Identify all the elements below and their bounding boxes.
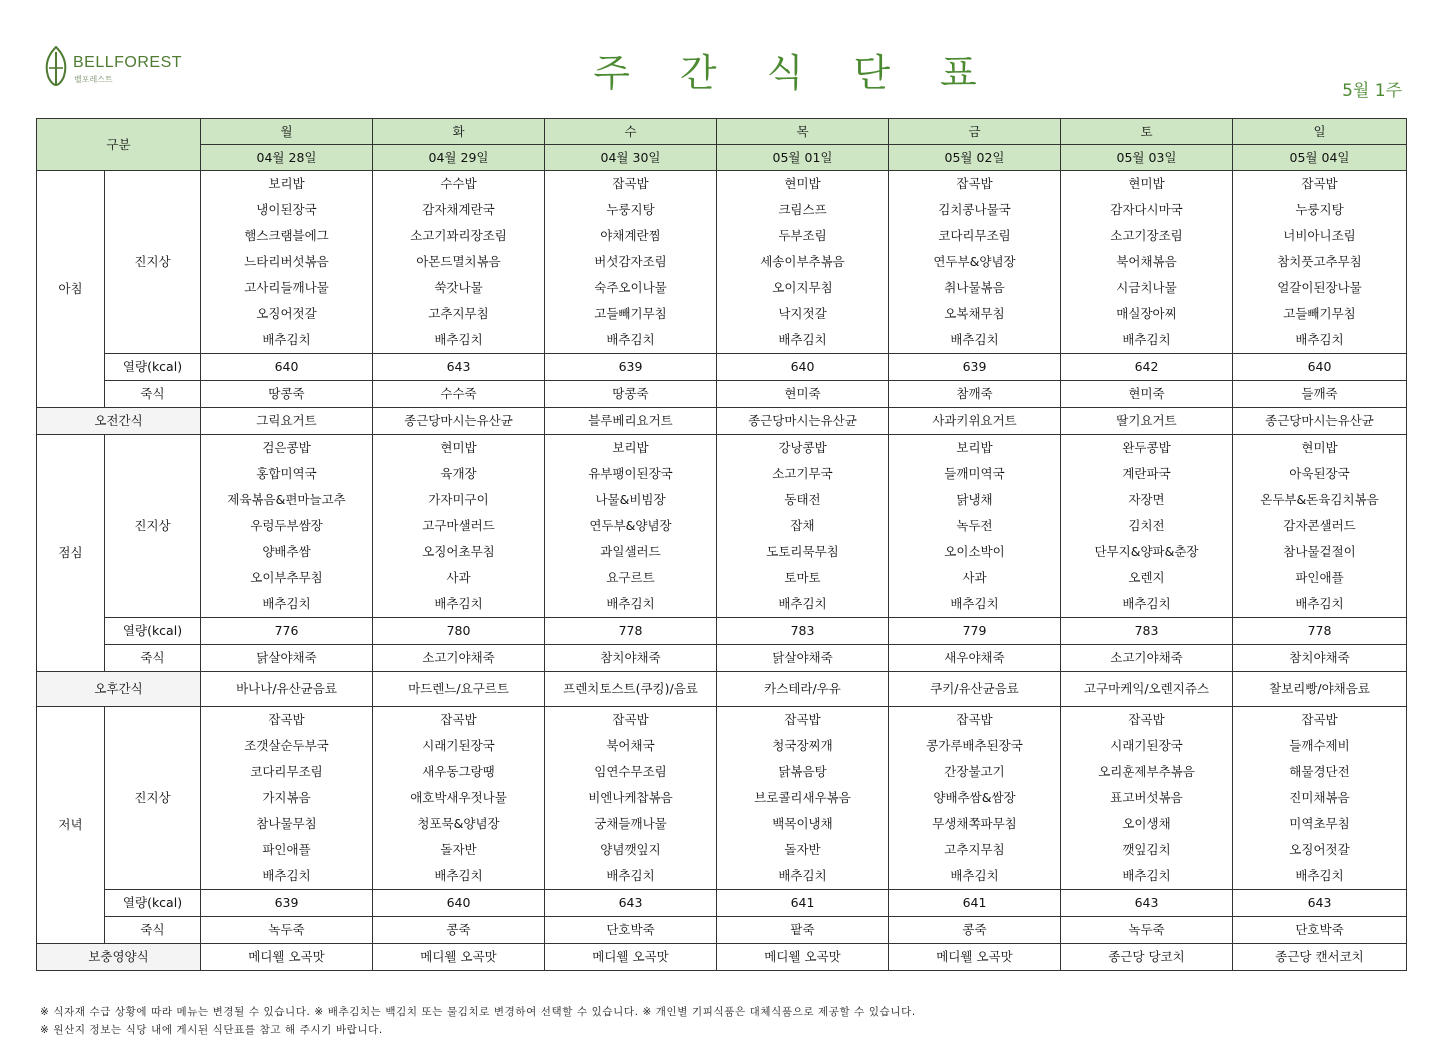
- menu-item: 오이부추무침: [201, 565, 373, 591]
- menu-item: 토마토: [717, 565, 889, 591]
- menu-item: 고들빼기무침: [1233, 301, 1407, 327]
- menu-item: 느타리버섯볶음: [201, 249, 373, 275]
- breakfast-label: 아침: [37, 171, 105, 408]
- menu-item: 아몬드멸치볶음: [373, 249, 545, 275]
- menu-item: 잡곡밥: [545, 171, 717, 198]
- calorie-value: 640: [373, 890, 545, 917]
- calorie-value: 639: [889, 354, 1061, 381]
- logo-brand: BELLFOREST: [73, 54, 183, 71]
- menu-item: 잡곡밥: [889, 171, 1061, 198]
- menu-item: 연두부&양념장: [545, 513, 717, 539]
- calorie-value: 778: [1233, 618, 1407, 645]
- menu-item: 고들빼기무침: [545, 301, 717, 327]
- porridge-item: 녹두죽: [201, 917, 373, 944]
- calorie-value: 640: [1233, 354, 1407, 381]
- menu-item: 배추김치: [201, 863, 373, 890]
- calorie-value: 643: [1233, 890, 1407, 917]
- am_snack-row: [37, 408, 1407, 435]
- menu-item: 잡곡밥: [1061, 707, 1233, 734]
- menu-item: 배추김치: [1061, 591, 1233, 618]
- pm_snack-row: [37, 672, 1407, 707]
- am_snack-label: 오전간식: [37, 408, 201, 435]
- menu-item: 오이지무침: [717, 275, 889, 301]
- breakfast-item-row: [37, 171, 1407, 198]
- menu-item: 도토리묵무침: [717, 539, 889, 565]
- menu-item: 수수밥: [373, 171, 545, 198]
- menu-item: 야채계란찜: [545, 223, 717, 249]
- menu-table: [36, 118, 1407, 971]
- calorie-value: 783: [1061, 618, 1233, 645]
- menu-item: 너비아니조림: [1233, 223, 1407, 249]
- menu-item: 청국장찌개: [717, 733, 889, 759]
- menu-item: 새우동그랑땡: [373, 759, 545, 785]
- menu-item: 들깨수제비: [1233, 733, 1407, 759]
- menu-item: 시래기된장국: [373, 733, 545, 759]
- menu-item: 임연수무조림: [545, 759, 717, 785]
- logo: [40, 44, 200, 94]
- menu-item: 미역초무침: [1233, 811, 1407, 837]
- date-header: 05월 01일: [717, 145, 889, 171]
- date-header: 04월 28일: [201, 145, 373, 171]
- pm_snack-item: 바나나/유산균음료: [201, 672, 373, 707]
- supplement-row: [37, 944, 1407, 971]
- calorie-value: 642: [1061, 354, 1233, 381]
- calorie-value: 639: [201, 890, 373, 917]
- menu-item: 오이생채: [1061, 811, 1233, 837]
- breakfast-calorie-row: [37, 354, 1407, 381]
- porridge-item: 팥죽: [717, 917, 889, 944]
- supplement-item: 종근당 당코치: [1061, 944, 1233, 971]
- porridge-item: 땅콩죽: [201, 381, 373, 408]
- menu-item: 햄스크램블에그: [201, 223, 373, 249]
- supplement-item: 메디웰 오곡맛: [373, 944, 545, 971]
- day-header: 토: [1061, 119, 1233, 145]
- breakfast-item-row: [37, 301, 1407, 327]
- menu-item: 청포묵&양념장: [373, 811, 545, 837]
- menu-item: 과일샐러드: [545, 539, 717, 565]
- menu-item: 버섯감자조림: [545, 249, 717, 275]
- dinner-item-row: [37, 707, 1407, 734]
- menu-item: 진미채볶음: [1233, 785, 1407, 811]
- menu-item: 배추김치: [201, 327, 373, 354]
- dinner-item-row: [37, 837, 1407, 863]
- lunch-calorie-row: [37, 618, 1407, 645]
- menu-item: 크림스프: [717, 197, 889, 223]
- lunch-item-row: [37, 487, 1407, 513]
- menu-item: 연두부&양념장: [889, 249, 1061, 275]
- menu-item: 녹두전: [889, 513, 1061, 539]
- menu-item: 배추김치: [373, 863, 545, 890]
- menu-item: 참치풋고추무침: [1233, 249, 1407, 275]
- supplement-item: 종근당 캔서코치: [1233, 944, 1407, 971]
- menu-item: 배추김치: [1061, 327, 1233, 354]
- calorie-label: 열량(kcal): [105, 890, 201, 917]
- menu-item: 북어채볶음: [1061, 249, 1233, 275]
- main-course-label: 진지상: [105, 435, 201, 618]
- menu-item: 김치콩나물국: [889, 197, 1061, 223]
- calorie-value: 640: [717, 354, 889, 381]
- menu-item: 감자콘샐러드: [1233, 513, 1407, 539]
- menu-item: 닭냉채: [889, 487, 1061, 513]
- menu-item: 매실장아찌: [1061, 301, 1233, 327]
- calorie-value: 641: [889, 890, 1061, 917]
- pm_snack-item: 고구마케익/오렌지쥬스: [1061, 672, 1233, 707]
- lunch-item-row: [37, 513, 1407, 539]
- menu-item: 현미밥: [1233, 435, 1407, 462]
- pm_snack-item: 마드렌느/요구르트: [373, 672, 545, 707]
- menu-item: 양배추쌈&쌈장: [889, 785, 1061, 811]
- porridge-item: 콩죽: [889, 917, 1061, 944]
- pm_snack-item: 프렌치토스트(쿠킹)/음료: [545, 672, 717, 707]
- menu-item: 현미밥: [717, 171, 889, 198]
- menu-item: 현미밥: [1061, 171, 1233, 198]
- pm_snack-item: 카스테라/우유: [717, 672, 889, 707]
- pm_snack-label: 오후간식: [37, 672, 201, 707]
- date-header: 05월 03일: [1061, 145, 1233, 171]
- menu-item: 보리밥: [889, 435, 1061, 462]
- dinner-item-row: [37, 811, 1407, 837]
- breakfast-item-row: [37, 327, 1407, 354]
- menu-item: 돌자반: [373, 837, 545, 863]
- porridge-item: 참깨죽: [889, 381, 1061, 408]
- menu-item: 콩가루배추된장국: [889, 733, 1061, 759]
- menu-item: 배추김치: [1233, 591, 1407, 618]
- pm_snack-item: 쿠키/유산균음료: [889, 672, 1061, 707]
- menu-item: 낙지젓갈: [717, 301, 889, 327]
- lunch-item-row: [37, 435, 1407, 462]
- am_snack-item: 종근당마시는유산균: [373, 408, 545, 435]
- day-header: 화: [373, 119, 545, 145]
- menu-item: 고사리들깨나물: [201, 275, 373, 301]
- calorie-value: 639: [545, 354, 717, 381]
- am_snack-item: 블루베리요거트: [545, 408, 717, 435]
- menu-item: 소고기꽈리장조림: [373, 223, 545, 249]
- menu-item: 배추김치: [1233, 327, 1407, 354]
- day-header: 월: [201, 119, 373, 145]
- menu-item: 양배추쌈: [201, 539, 373, 565]
- menu-item: 들깨미역국: [889, 461, 1061, 487]
- porridge-item: 콩죽: [373, 917, 545, 944]
- calorie-value: 776: [201, 618, 373, 645]
- menu-item: 고구마샐러드: [373, 513, 545, 539]
- porridge-item: 현미죽: [717, 381, 889, 408]
- menu-item: 배추김치: [717, 591, 889, 618]
- menu-item: 쑥갓나물: [373, 275, 545, 301]
- menu-item: 보리밥: [545, 435, 717, 462]
- porridge-label: 죽식: [105, 381, 201, 408]
- calorie-value: 783: [717, 618, 889, 645]
- menu-item: 배추김치: [889, 591, 1061, 618]
- breakfast-item-row: [37, 197, 1407, 223]
- supplement-item: 메디웰 오곡맛: [717, 944, 889, 971]
- menu-item: 오렌지: [1061, 565, 1233, 591]
- main-course-label: 진지상: [105, 707, 201, 890]
- calorie-value: 643: [545, 890, 717, 917]
- menu-item: 배추김치: [889, 863, 1061, 890]
- menu-item: 백목이냉채: [717, 811, 889, 837]
- dinner-item-row: [37, 785, 1407, 811]
- calorie-label: 열량(kcal): [105, 354, 201, 381]
- lunch-item-row: [37, 565, 1407, 591]
- porridge-item: 새우야채죽: [889, 645, 1061, 672]
- date-header: 05월 04일: [1233, 145, 1407, 171]
- menu-item: 돌자반: [717, 837, 889, 863]
- menu-item: 오이소박이: [889, 539, 1061, 565]
- date-header: 04월 29일: [373, 145, 545, 171]
- menu-item: 오복채무침: [889, 301, 1061, 327]
- porridge-item: 땅콩죽: [545, 381, 717, 408]
- menu-item: 배추김치: [545, 863, 717, 890]
- menu-item: 얼갈이된장나물: [1233, 275, 1407, 301]
- breakfast-item-row: [37, 249, 1407, 275]
- menu-item: 시금치나물: [1061, 275, 1233, 301]
- supplement-item: 메디웰 오곡맛: [201, 944, 373, 971]
- porridge-label: 죽식: [105, 917, 201, 944]
- menu-item: 파인애플: [201, 837, 373, 863]
- date-header: 04월 30일: [545, 145, 717, 171]
- date-header: 05월 02일: [889, 145, 1061, 171]
- menu-item: 잡채: [717, 513, 889, 539]
- porridge-item: 닭살야채죽: [201, 645, 373, 672]
- supplement-item: 메디웰 오곡맛: [545, 944, 717, 971]
- menu-item: 유부팽이된장국: [545, 461, 717, 487]
- menu-item: 배추김치: [545, 327, 717, 354]
- menu-item: 동태전: [717, 487, 889, 513]
- porridge-item: 들깨죽: [1233, 381, 1407, 408]
- day-header: 수: [545, 119, 717, 145]
- calorie-value: 641: [717, 890, 889, 917]
- dinner-item-row: [37, 733, 1407, 759]
- menu-item: 가지볶음: [201, 785, 373, 811]
- dinner-calorie-row: [37, 890, 1407, 917]
- dinner-item-row: [37, 863, 1407, 890]
- menu-item: 고추지무침: [373, 301, 545, 327]
- leaf-logo-icon: [44, 46, 68, 86]
- menu-item: 오징어젓갈: [1233, 837, 1407, 863]
- supplement-item: 메디웰 오곡맛: [889, 944, 1061, 971]
- menu-item: 배추김치: [717, 863, 889, 890]
- menu-item: 감자채계란국: [373, 197, 545, 223]
- menu-item: 표고버섯볶음: [1061, 785, 1233, 811]
- footnotes: [40, 1003, 916, 1039]
- porridge-item: 단호박죽: [1233, 917, 1407, 944]
- menu-item: 배추김치: [1233, 863, 1407, 890]
- menu-item: 소고기장조림: [1061, 223, 1233, 249]
- menu-item: 코다리무조림: [201, 759, 373, 785]
- menu-item: 완두콩밥: [1061, 435, 1233, 462]
- porridge-item: 현미죽: [1061, 381, 1233, 408]
- porridge-item: 참치야채죽: [545, 645, 717, 672]
- menu-item: 제육볶음&편마늘고추: [201, 487, 373, 513]
- menu-item: 조갯살순두부국: [201, 733, 373, 759]
- date-header-row: [37, 145, 1407, 171]
- menu-item: 오징어초무침: [373, 539, 545, 565]
- footnote: ※ 원산지 정보는 식당 내에 게시된 식단표를 참고 해 주시기 바랍니다.: [40, 1024, 383, 1036]
- menu-item: 잡곡밥: [545, 707, 717, 734]
- dinner-porridge-row: [37, 917, 1407, 944]
- footnote: ※ 식자재 수급 상황에 따라 메뉴는 변경될 수 있습니다. ※ 배추김치는 백김치 또는 물김치로 변경하여 선택할 수 있습니다. ※ 개인별 기피식품은 대체식품으로 제공할 수 있습니다.: [40, 1006, 916, 1018]
- menu-item: 참나물무침: [201, 811, 373, 837]
- breakfast-item-row: [37, 275, 1407, 301]
- menu-item: 브로콜리새우볶음: [717, 785, 889, 811]
- am_snack-item: 종근당마시는유산균: [717, 408, 889, 435]
- porridge-item: 참치야채죽: [1233, 645, 1407, 672]
- dinner-label: 저녁: [37, 707, 105, 944]
- menu-item: 배추김치: [889, 327, 1061, 354]
- menu-item: 세송이부추볶음: [717, 249, 889, 275]
- am_snack-item: 종근당마시는유산균: [1233, 408, 1407, 435]
- day-header-row: [37, 119, 1407, 145]
- menu-item: 계란파국: [1061, 461, 1233, 487]
- menu-item: 닭볶음탕: [717, 759, 889, 785]
- category-header: 구분: [37, 119, 201, 171]
- lunch-label: 점심: [37, 435, 105, 672]
- menu-item: 잡곡밥: [717, 707, 889, 734]
- menu-item: 참나물겉절이: [1233, 539, 1407, 565]
- menu-item: 누룽지탕: [1233, 197, 1407, 223]
- menu-item: 자장면: [1061, 487, 1233, 513]
- menu-item: 사과: [889, 565, 1061, 591]
- menu-item: 무생채쪽파무침: [889, 811, 1061, 837]
- calorie-value: 780: [373, 618, 545, 645]
- menu-item: 배추김치: [373, 327, 545, 354]
- am_snack-item: 사과키위요거트: [889, 408, 1061, 435]
- porridge-item: 녹두죽: [1061, 917, 1233, 944]
- supplement-label: 보충영양식: [37, 944, 201, 971]
- menu-item: 오리훈제부추볶음: [1061, 759, 1233, 785]
- menu-item: 간장불고기: [889, 759, 1061, 785]
- calorie-value: 643: [1061, 890, 1233, 917]
- calorie-value: 778: [545, 618, 717, 645]
- menu-item: 소고기무국: [717, 461, 889, 487]
- lunch-item-row: [37, 461, 1407, 487]
- menu-item: 시래기된장국: [1061, 733, 1233, 759]
- porridge-item: 소고기야채죽: [373, 645, 545, 672]
- calorie-label: 열량(kcal): [105, 618, 201, 645]
- dinner-item-row: [37, 759, 1407, 785]
- pm_snack-item: 찰보리빵/야채음료: [1233, 672, 1407, 707]
- menu-item: 현미밥: [373, 435, 545, 462]
- porridge-label: 죽식: [105, 645, 201, 672]
- menu-item: 잡곡밥: [1233, 171, 1407, 198]
- calorie-value: 640: [201, 354, 373, 381]
- day-header: 금: [889, 119, 1061, 145]
- menu-item: 배추김치: [1061, 863, 1233, 890]
- menu-item: 가자미구이: [373, 487, 545, 513]
- porridge-item: 수수죽: [373, 381, 545, 408]
- menu-item: 잡곡밥: [373, 707, 545, 734]
- menu-item: 양념깻잎지: [545, 837, 717, 863]
- breakfast-item-row: [37, 223, 1407, 249]
- menu-item: 궁채들깨나물: [545, 811, 717, 837]
- lunch-item-row: [37, 591, 1407, 618]
- menu-item: 해물경단전: [1233, 759, 1407, 785]
- menu-item: 배추김치: [373, 591, 545, 618]
- am_snack-item: 딸기요거트: [1061, 408, 1233, 435]
- menu-item: 홍합미역국: [201, 461, 373, 487]
- menu-item: 숙주오이나물: [545, 275, 717, 301]
- menu-item: 사과: [373, 565, 545, 591]
- lunch-porridge-row: [37, 645, 1407, 672]
- menu-item: 육개장: [373, 461, 545, 487]
- menu-item: 코다리무조림: [889, 223, 1061, 249]
- main-course-label: 진지상: [105, 171, 201, 354]
- day-header: 일: [1233, 119, 1407, 145]
- menu-item: 단무지&양파&춘장: [1061, 539, 1233, 565]
- menu-item: 배추김치: [201, 591, 373, 618]
- menu-item: 두부조림: [717, 223, 889, 249]
- breakfast-porridge-row: [37, 381, 1407, 408]
- menu-item: 북어채국: [545, 733, 717, 759]
- menu-item: 검은콩밥: [201, 435, 373, 462]
- menu-item: 강낭콩밥: [717, 435, 889, 462]
- porridge-item: 닭살야채죽: [717, 645, 889, 672]
- menu-item: 보리밥: [201, 171, 373, 198]
- menu-item: 취나물볶음: [889, 275, 1061, 301]
- logo-subtitle: 벨포레스트: [74, 75, 113, 84]
- menu-item: 오징어젓갈: [201, 301, 373, 327]
- menu-item: 누룽지탕: [545, 197, 717, 223]
- menu-item: 애호박새우젓나물: [373, 785, 545, 811]
- am_snack-item: 그릭요거트: [201, 408, 373, 435]
- menu-item: 우렁두부쌈장: [201, 513, 373, 539]
- lunch-item-row: [37, 539, 1407, 565]
- menu-item: 잡곡밥: [1233, 707, 1407, 734]
- porridge-item: 단호박죽: [545, 917, 717, 944]
- porridge-item: 소고기야채죽: [1061, 645, 1233, 672]
- menu-item: 배추김치: [545, 591, 717, 618]
- menu-item: 김치전: [1061, 513, 1233, 539]
- menu-item: 배추김치: [717, 327, 889, 354]
- week-label: 5월 1주: [1342, 81, 1402, 101]
- menu-item: 아욱된장국: [1233, 461, 1407, 487]
- menu-item: 나물&비빔장: [545, 487, 717, 513]
- calorie-value: 643: [373, 354, 545, 381]
- menu-item: 파인애플: [1233, 565, 1407, 591]
- menu-item: 잡곡밥: [889, 707, 1061, 734]
- day-header: 목: [717, 119, 889, 145]
- menu-item: 잡곡밥: [201, 707, 373, 734]
- menu-item: 고추지무침: [889, 837, 1061, 863]
- menu-item: 요구르트: [545, 565, 717, 591]
- menu-item: 냉이된장국: [201, 197, 373, 223]
- menu-item: 깻잎김치: [1061, 837, 1233, 863]
- page-title: 주간식단표: [593, 51, 1027, 95]
- menu-item: 비엔나케찹볶음: [545, 785, 717, 811]
- menu-item: 온두부&돈육김치볶음: [1233, 487, 1407, 513]
- calorie-value: 779: [889, 618, 1061, 645]
- menu-item: 감자다시마국: [1061, 197, 1233, 223]
